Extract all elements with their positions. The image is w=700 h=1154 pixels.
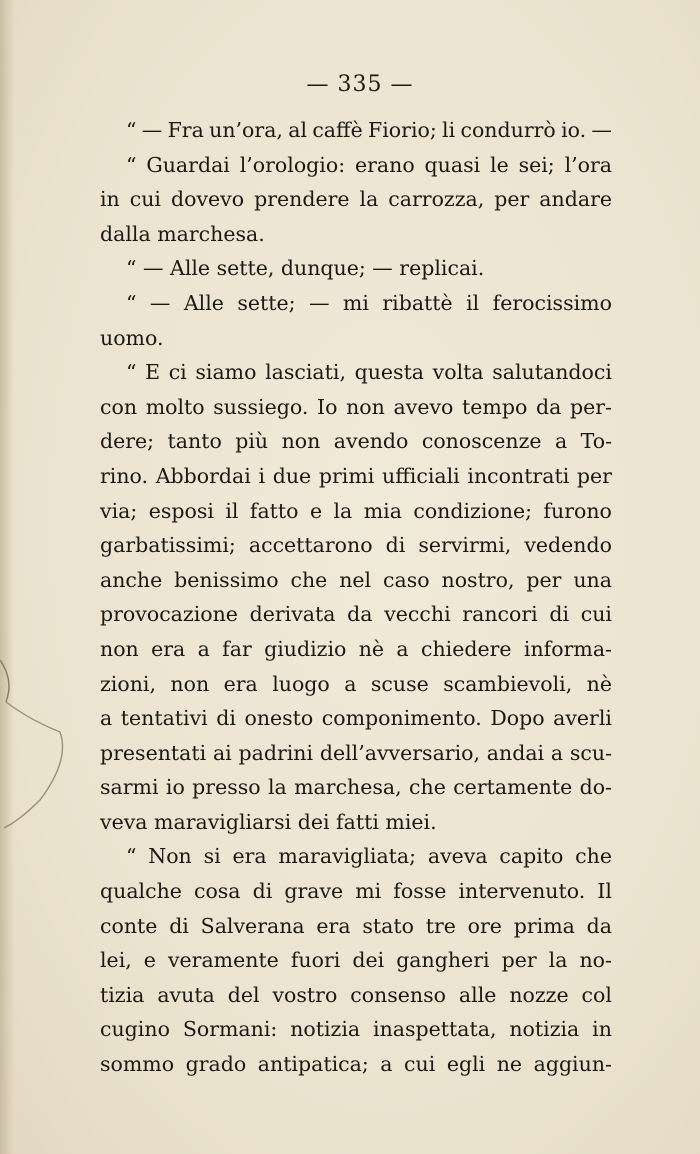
text-line: “ — Alle sette; — mi ribattè il ferocissimo xyxy=(126,290,612,315)
text-line: “ E ci siamo lasciati, questa volta salutandoci xyxy=(126,360,612,385)
text-line: “ — Fra un’ora, al caffè Fiorio; li condurrò io. — xyxy=(126,118,612,142)
text-line: garbatissimi; accettarono di servirmi, vedendo xyxy=(100,533,612,558)
text-line: anche benissimo che nel caso nostro, per una xyxy=(100,567,612,592)
text-line: lei, e veramente fuori dei gangheri per la no- xyxy=(100,948,612,973)
text-line: con molto sussiego. Io non avevo tempo da per- xyxy=(100,394,612,419)
paper-fold-mark xyxy=(0,640,80,830)
text-line: presentati ai padrini dell’avversario, andai a scu- xyxy=(100,740,612,765)
text-line: in cui dovevo prendere la carrozza, per andare xyxy=(100,187,612,212)
text-line: sarmi io presso la marchesa, che certamente do- xyxy=(100,775,612,800)
text-line: dere; tanto più non avendo conoscenze a To- xyxy=(100,429,612,454)
text-line: “ Guardai l’orologio: erano quasi le sei; l’ora xyxy=(126,152,612,177)
text-line: cugino Sormani: notizia inaspettata, notizia in xyxy=(100,1017,612,1042)
text-line: “ — Alle sette, dunque; — replicai. xyxy=(126,256,485,281)
text-line: uomo. xyxy=(100,325,164,350)
text-line: qualche cosa di grave mi fosse intervenuto. Il xyxy=(100,879,612,904)
text-line: rino. Abbordai i due primi ufficiali incontrati per xyxy=(100,463,612,488)
text-line: sommo grado antipatica; a cui egli ne aggiun- xyxy=(100,1052,612,1077)
text-line: a tentativi di onesto componimento. Dopo averli xyxy=(100,706,612,731)
page-edge-shadow xyxy=(0,0,14,1154)
page-number: — 335 — xyxy=(306,72,414,97)
text-line: zioni, non era luogo a scuse scambievoli, nè xyxy=(100,671,612,696)
text-line: via; esposi il fatto e la mia condizione; furono xyxy=(100,498,612,523)
text-line: dalla marchesa. xyxy=(100,221,265,246)
text-line: conte di Salverana era stato tre ore prima da xyxy=(100,913,612,938)
body-text xyxy=(100,113,612,1082)
text-line: non era a far giudizio nè a chiedere informa- xyxy=(100,636,612,661)
text-line: “ Non si era maravigliata; aveva capito che xyxy=(126,844,612,869)
text-line: tizia avuta del vostro consenso alle nozze col xyxy=(100,982,612,1007)
text-line: provocazione derivata da vecchi rancori di cui xyxy=(100,602,612,627)
text-line: veva maravigliarsi dei fatti miei. xyxy=(100,809,437,834)
